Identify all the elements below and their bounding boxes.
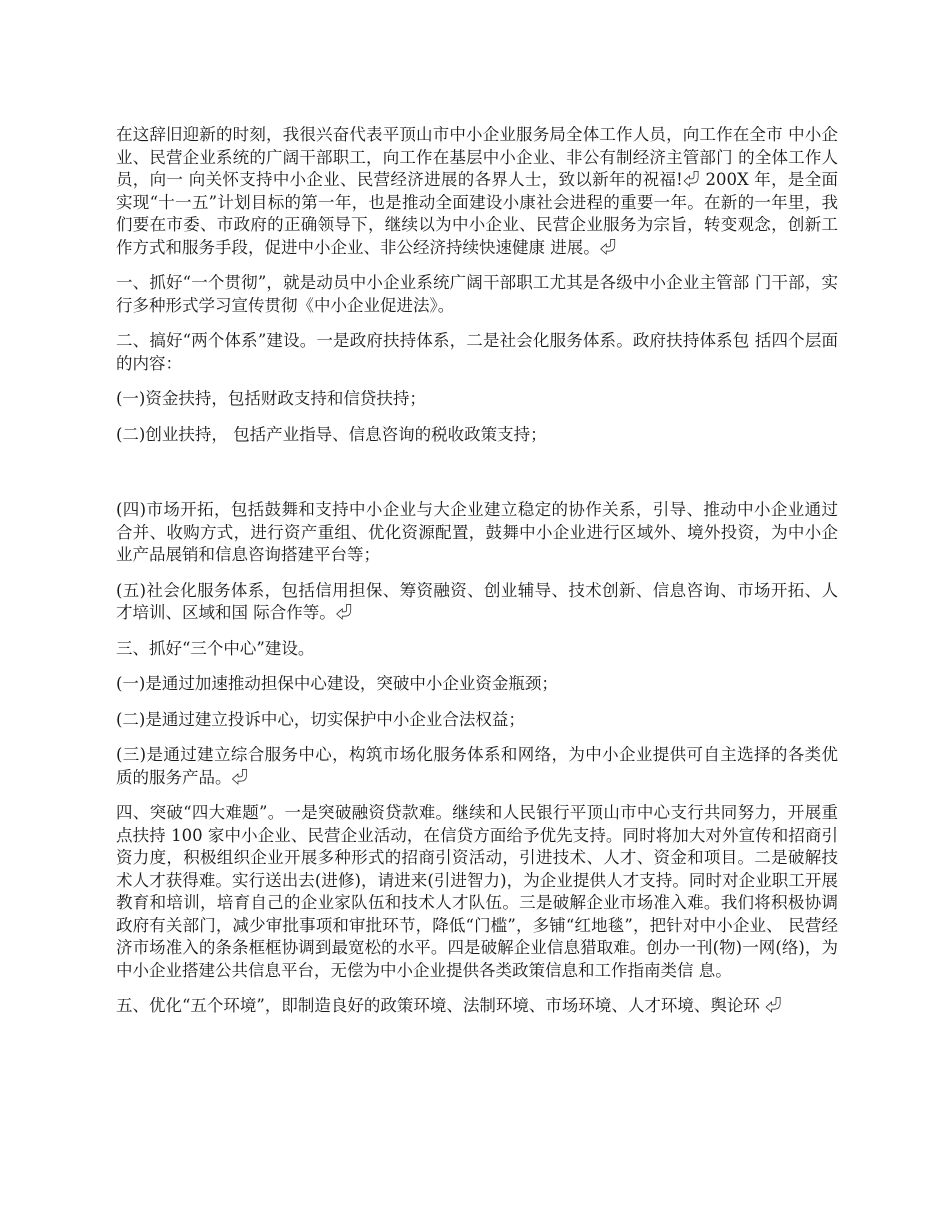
paragraph-section-2-item-4: (四)市场开拓，包括鼓舞和支持中小企业与大企业建立稳定的协作关系，引导、推动中小企业通过合并、收购方式，进行资产重组、优化资源配置，鼓舞中小企业进行区域外、境外投资，为中小企业产品展销和信息咨询搭建平台等； — [116, 500, 838, 564]
paragraph-section-5: 五、优化“五个环境”，即制造良好的政策环境、法制环境、市场环境、人才环境、舆论环 ⏎ — [116, 996, 782, 1015]
paragraph-section-3-item-3: (三)是通过建立综合服务中心，构筑市场化服务体系和网络，为中小企业提供可自主选择的各类优质的服务产品。⏎ — [116, 745, 838, 787]
paragraph-section-4: 四、突破“四大难题”。一是突破融资贷款难。继续和人民银行平顶山市中心支行共同努力，开展重点扶持 100 家中小企业、民营企业活动，在信贷方面给予优先支持。同时将加大对外宣传和招商引资力度，积极组织企业开展多种形式的招商引资活动，引进技术、人才、资金和项目。二是破解技术人才获得难。实行送出去(进修)，请进来(引进智力)，为企业提供人才支持。同时对企业职工开展教育和培训，培育自己的企业家队伍和技术人才队伍。三是破解企业市场准入难。我们将积极协调政府有关部门，减少审批事项和审批环节，降低“门槛”，多铺“红地毯”，把针对中小企业、 民营经济市场准入的条条框框协调到最宽松的水平。四是破解企业信息猎取难。创办一刊(物)一网(络)，为中小企业搭建公共信息平台，无偿为中小企业提供各类政策信息和工作指南类信 息。 — [116, 803, 838, 980]
document-body — [116, 124, 838, 1031]
paragraph-section-3-item-1: (一)是通过加速推动担保中心建设，突破中小企业资金瓶颈； — [116, 674, 558, 693]
paragraph-section-3-item-2: (二)是通过建立投诉中心，切实保护中小企业合法权益； — [116, 709, 525, 729]
paragraph-section-2-item-1: (一)资金扶持，包括财政支持和信贷扶持； — [116, 389, 426, 408]
paragraph-section-2: 二、搞好“两个体系”建设。一是政府扶持体系，二是社会化服务体系。政府扶持体系包 括四个层面的内容： — [116, 331, 838, 373]
paragraph-section-2-item-2: (二)创业扶持， 包括产业指导、信息咨询的税收政策支持； — [116, 424, 547, 444]
paragraph-section-3: 三、抓好“三个中心”建设。 — [116, 638, 315, 658]
paragraph-intro: 在这辞旧迎新的时刻，我很兴奋代表平顶山市中小企业服务局全体工作人员，向工作在全市 中小企业、民营企业系统的广阔干部职工，向工作在基层中小企业、非公有制经济主管部门 的全体工作人员，向一 向关怀支持中小企业、民营经济进展的各界人士，致以新年的祝福!⏎ 200X 年，是全面实现“十一五”计划目标的第一年，也是推动全面建设小康社会进程的重要一年。在新的一年里，我们要在市委、市政府的正确领导下，继续以为中小企业、民营企业服务为宗旨，转变观念，创新工作方式和服务手段，促进中小企业、非公经济持续快速健康 进展。⏎ — [116, 125, 838, 257]
paragraph-section-2-item-5: (五)社会化服务体系，包括信用担保、筹资融资、创业辅导、技术创新、信息咨询、市场开拓、人才培训、区域和国 际合作等。⏎ — [116, 580, 838, 622]
paragraph-section-1: 一、抓好“一个贯彻”，就是动员中小企业系统广阔干部职工尤其是各级中小企业主管部 门干部，实行多种形式学习宣传贯彻《中小企业促进法》。 — [116, 273, 838, 315]
blank-gap — [116, 459, 838, 499]
